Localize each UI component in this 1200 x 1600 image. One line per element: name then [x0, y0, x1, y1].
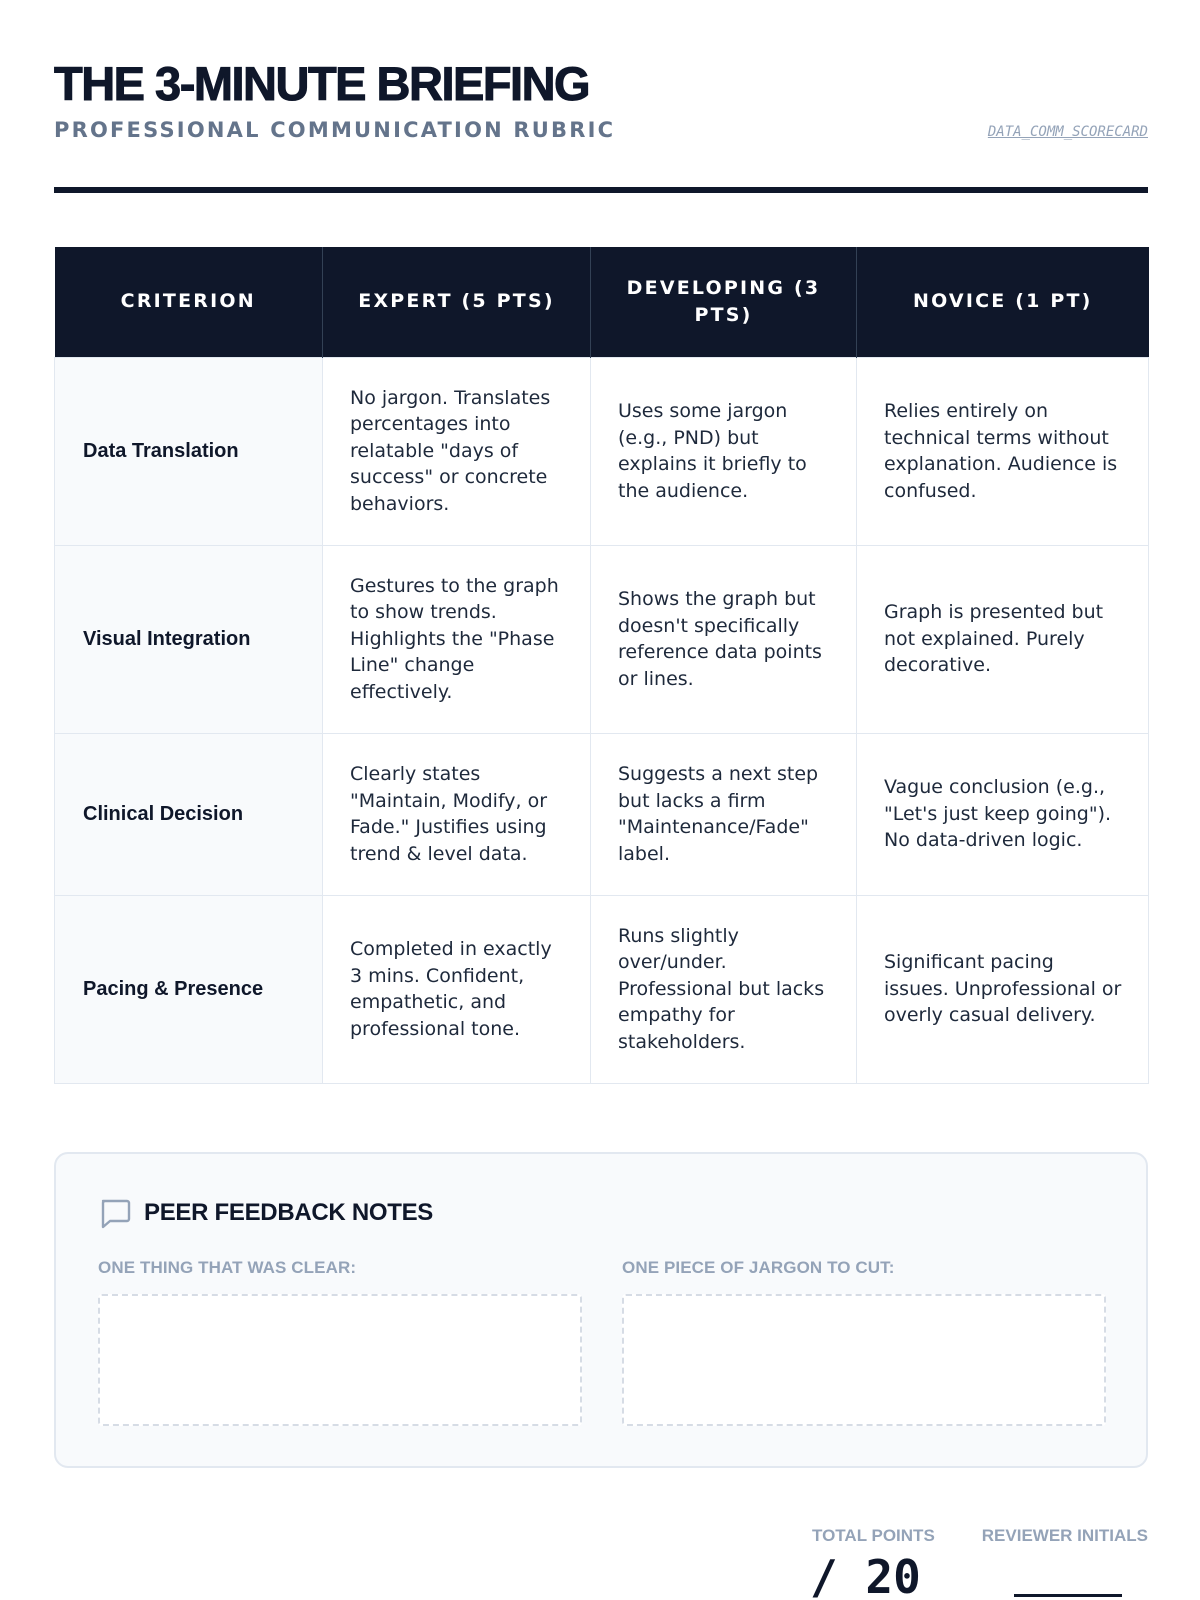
column-header-novice: NOVICE (1 PT) [857, 247, 1149, 357]
peer-feedback-panel [54, 1152, 1148, 1468]
clear-point-label: ONE THING THAT WAS CLEAR: [98, 1258, 357, 1277]
novice-cell: Relies entirely on technical terms without explanation. Audience is confused. [857, 357, 1149, 545]
expert-cell: Gestures to the graph to show trends. Highlights the "Phase Line" change effectively. [323, 545, 591, 733]
criterion-cell: Pacing & Presence [55, 895, 323, 1083]
speech-bubble-icon [98, 1196, 132, 1230]
expert-cell: No jargon. Translates percentages into relatable "days of success" or concrete behaviors. [323, 357, 591, 545]
rubric-table [54, 247, 1149, 1084]
developing-cell: Suggests a next step but lacks a firm "Maintenance/Fade" label. [591, 733, 857, 895]
page-subtitle: PROFESSIONAL COMMUNICATION RUBRIC [54, 118, 616, 142]
novice-cell: Vague conclusion (e.g., "Let's just keep going"). No data-driven logic. [857, 733, 1149, 895]
criterion-cell: Clinical Decision [55, 733, 323, 895]
header-divider [54, 187, 1148, 193]
developing-cell: Runs slightly over/under. Professional but lacks empathy for stakeholders. [591, 895, 857, 1083]
rubric-header-row [55, 247, 1149, 357]
total-points-label: TOTAL POINTS [812, 1526, 935, 1545]
criterion-cell: Visual Integration [55, 545, 323, 733]
table-row [55, 545, 1149, 733]
column-header-criterion: CRITERION [55, 247, 323, 357]
expert-cell: Completed in exactly 3 mins. Confident, empathetic, and professional tone. [323, 895, 591, 1083]
scorecard-id-link[interactable]: DATA_COMM_SCORECARD [987, 124, 1148, 140]
table-row [55, 733, 1149, 895]
developing-cell: Shows the graph but doesn't specifically reference data points or lines. [591, 545, 857, 733]
expert-cell: Clearly states "Maintain, Modify, or Fade." Justifies using trend & level data. [323, 733, 591, 895]
jargon-field[interactable] [622, 1294, 1106, 1426]
peer-feedback-title: PEER FEEDBACK NOTES [144, 1199, 434, 1226]
reviewer-initials-line[interactable] [1014, 1594, 1122, 1597]
developing-cell: Uses some jargon (e.g., PND) but explains it briefly to the audience. [591, 357, 857, 545]
column-header-expert: EXPERT (5 PTS) [323, 247, 591, 357]
reviewer-initials-label: REVIEWER INITIALS [981, 1526, 1148, 1545]
novice-cell: Significant pacing issues. Unprofessional or overly casual delivery. [857, 895, 1149, 1083]
table-row [55, 895, 1149, 1083]
column-header-developing: DEVELOPING (3 PTS) [591, 247, 857, 357]
clear-point-field[interactable] [98, 1294, 582, 1426]
jargon-label: ONE PIECE OF JARGON TO CUT: [622, 1258, 895, 1277]
table-row [55, 357, 1149, 545]
peer-feedback-header [98, 1196, 433, 1230]
page-title: THE 3-MINUTE BRIEFING [54, 57, 590, 110]
novice-cell: Graph is presented but not explained. Purely decorative. [857, 545, 1149, 733]
total-points-value: / 20 [810, 1550, 921, 1600]
criterion-cell: Data Translation [55, 357, 323, 545]
